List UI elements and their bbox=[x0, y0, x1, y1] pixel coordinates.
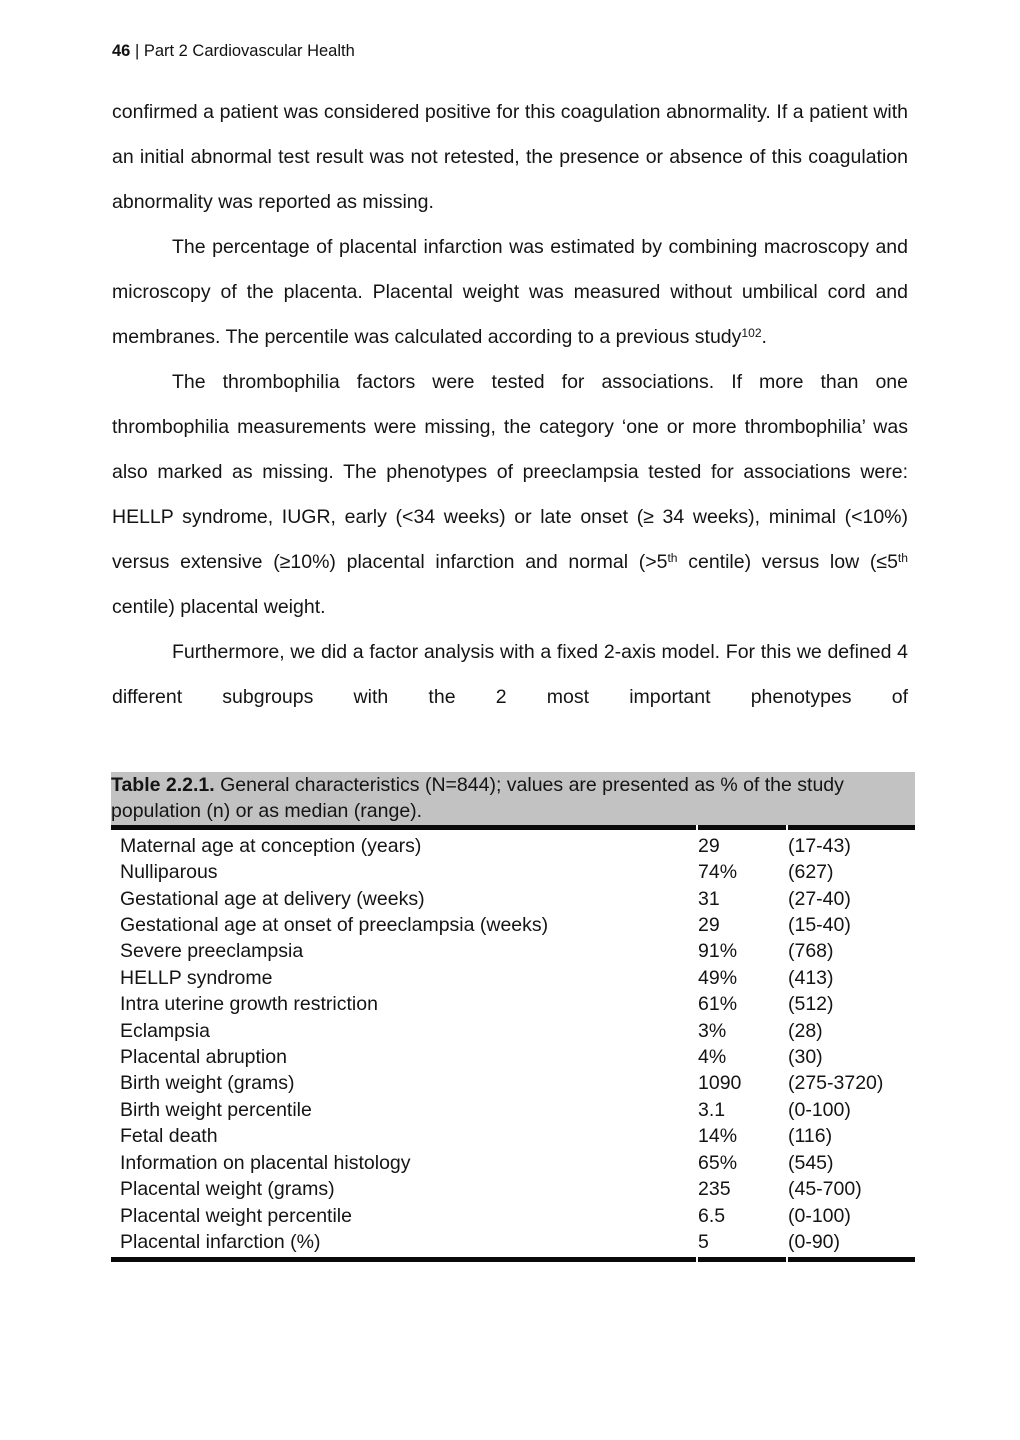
row-range: (116) bbox=[788, 1125, 833, 1148]
row-range: (15-40) bbox=[788, 914, 851, 937]
row-label: Placental weight percentile bbox=[120, 1204, 352, 1227]
table-row bbox=[111, 1229, 915, 1262]
page-number: 46 bbox=[112, 42, 131, 60]
table-row bbox=[111, 1203, 915, 1229]
row-range: (545) bbox=[788, 1151, 834, 1174]
row-value: 3.1 bbox=[698, 1098, 726, 1121]
table-row bbox=[111, 1123, 915, 1149]
body-text bbox=[112, 90, 908, 720]
header-title: Part 2 Cardiovascular Health bbox=[143, 42, 355, 60]
row-range: (28) bbox=[788, 1019, 823, 1042]
row-value: 3% bbox=[698, 1019, 727, 1042]
paragraph-2-text: The percentage of placental infarction was estimated by combining macroscopy and microscopy of the placenta. Placental weight was measured without umbilical cord and membranes. The percentile was calculated according to a previous study bbox=[112, 236, 908, 348]
row-label: Gestational age at onset of preeclampsia (weeks) bbox=[120, 914, 549, 937]
row-label: Placental infarction (%) bbox=[111, 1229, 696, 1262]
row-value: 29 bbox=[698, 825, 786, 859]
table-row bbox=[111, 859, 915, 885]
table-row bbox=[111, 912, 915, 938]
row-label: Gestational age at delivery (weeks) bbox=[120, 887, 425, 910]
row-value: 14% bbox=[698, 1125, 738, 1148]
paragraph-3-text-2: centile) versus low (≤5 bbox=[677, 551, 898, 573]
table-row bbox=[111, 1044, 915, 1070]
table-row bbox=[111, 938, 915, 964]
table-row bbox=[111, 1070, 915, 1096]
row-range: (30) bbox=[788, 1046, 823, 1069]
row-label: Eclampsia bbox=[120, 1019, 210, 1042]
paragraph-2 bbox=[112, 225, 908, 360]
paragraph-3-text: The thrombophilia factors were tested for associations. If more than one thrombophilia measurements were missing, the category ‘one or more thrombophilia’ was also marked as missing. The phenotypes of preeclampsia tested for associations were: HELLP syndrome, IUGR, early (<34 weeks) or late onset (≥ 34 weeks), minimal (<10%) versus extensive (≥10%) placental infarction and normal (>5 bbox=[112, 371, 908, 573]
row-range: (0-100) bbox=[788, 1098, 851, 1121]
row-value: 6.5 bbox=[698, 1204, 726, 1227]
table-caption bbox=[111, 772, 915, 825]
row-value: 4% bbox=[698, 1046, 727, 1069]
row-range: (275-3720) bbox=[788, 1072, 884, 1095]
row-label: Birth weight (grams) bbox=[120, 1072, 295, 1095]
ordinal-superscript: th bbox=[897, 550, 908, 565]
row-value: 31 bbox=[698, 887, 720, 910]
row-range: (627) bbox=[788, 861, 834, 884]
row-label: Fetal death bbox=[120, 1125, 218, 1148]
row-value: 91% bbox=[698, 940, 738, 963]
table-caption-text: General characteristics (N=844); values are presented as % of the study population (n) or as median (range). bbox=[111, 774, 844, 823]
footnote-reference: 102 bbox=[741, 325, 762, 340]
row-value: 61% bbox=[698, 993, 738, 1016]
row-value: 235 bbox=[698, 1178, 731, 1201]
page-header bbox=[112, 40, 908, 62]
row-value: 5 bbox=[698, 1229, 786, 1262]
row-label: Placental abruption bbox=[120, 1046, 287, 1069]
row-value: 49% bbox=[698, 966, 738, 989]
row-range: (768) bbox=[788, 940, 834, 963]
table-row bbox=[111, 1176, 915, 1202]
paragraph-3-end: centile) placental weight. bbox=[112, 596, 326, 618]
table-row bbox=[111, 886, 915, 912]
paragraph-3 bbox=[112, 360, 908, 630]
row-range: (17-43) bbox=[788, 825, 915, 859]
table-row bbox=[111, 1097, 915, 1123]
row-label: Severe preeclampsia bbox=[120, 940, 304, 963]
table-rows bbox=[111, 825, 915, 1263]
row-label: Birth weight percentile bbox=[120, 1098, 312, 1121]
row-range: (0-100) bbox=[788, 1204, 851, 1227]
table-row bbox=[111, 1018, 915, 1044]
row-value: 29 bbox=[698, 914, 720, 937]
row-range: (512) bbox=[788, 993, 834, 1016]
row-label: HELLP syndrome bbox=[120, 966, 273, 989]
row-label: Nulliparous bbox=[120, 861, 218, 884]
row-value: 65% bbox=[698, 1151, 738, 1174]
row-range: (413) bbox=[788, 966, 834, 989]
ordinal-superscript: th bbox=[667, 550, 678, 565]
table-row bbox=[111, 1150, 915, 1176]
row-value: 74% bbox=[698, 861, 738, 884]
header-separator: | bbox=[130, 42, 144, 60]
row-label: Placental weight (grams) bbox=[120, 1178, 335, 1201]
table-caption-section bbox=[111, 772, 915, 825]
table-caption-row bbox=[111, 772, 915, 825]
row-label: Maternal age at conception (years) bbox=[111, 825, 696, 859]
table-row bbox=[111, 991, 915, 1017]
paragraph-1: confirmed a patient was considered positive for this coagulation abnormality. If a patient with an initial abnormal test result was not retested, the presence or absence of this coagulation abnormality was reported as missing. bbox=[112, 101, 908, 213]
table-caption-label: Table 2.2.1. bbox=[111, 774, 215, 796]
table-row bbox=[111, 965, 915, 991]
table-row bbox=[111, 825, 915, 859]
paragraph-4: Furthermore, we did a factor analysis with a fixed 2-axis model. For this we defined 4 different subgroups with the 2 most important phenotypes of bbox=[112, 641, 908, 708]
row-label: Information on placental histology bbox=[120, 1151, 411, 1174]
row-range: (27-40) bbox=[788, 887, 851, 910]
row-value: 1090 bbox=[698, 1072, 742, 1095]
row-label: Intra uterine growth restriction bbox=[120, 993, 378, 1016]
paragraph-2-end: . bbox=[761, 326, 767, 348]
row-range: (45-700) bbox=[788, 1178, 862, 1201]
row-range: (0-90) bbox=[788, 1229, 915, 1262]
table-2-2-1 bbox=[109, 772, 917, 1262]
